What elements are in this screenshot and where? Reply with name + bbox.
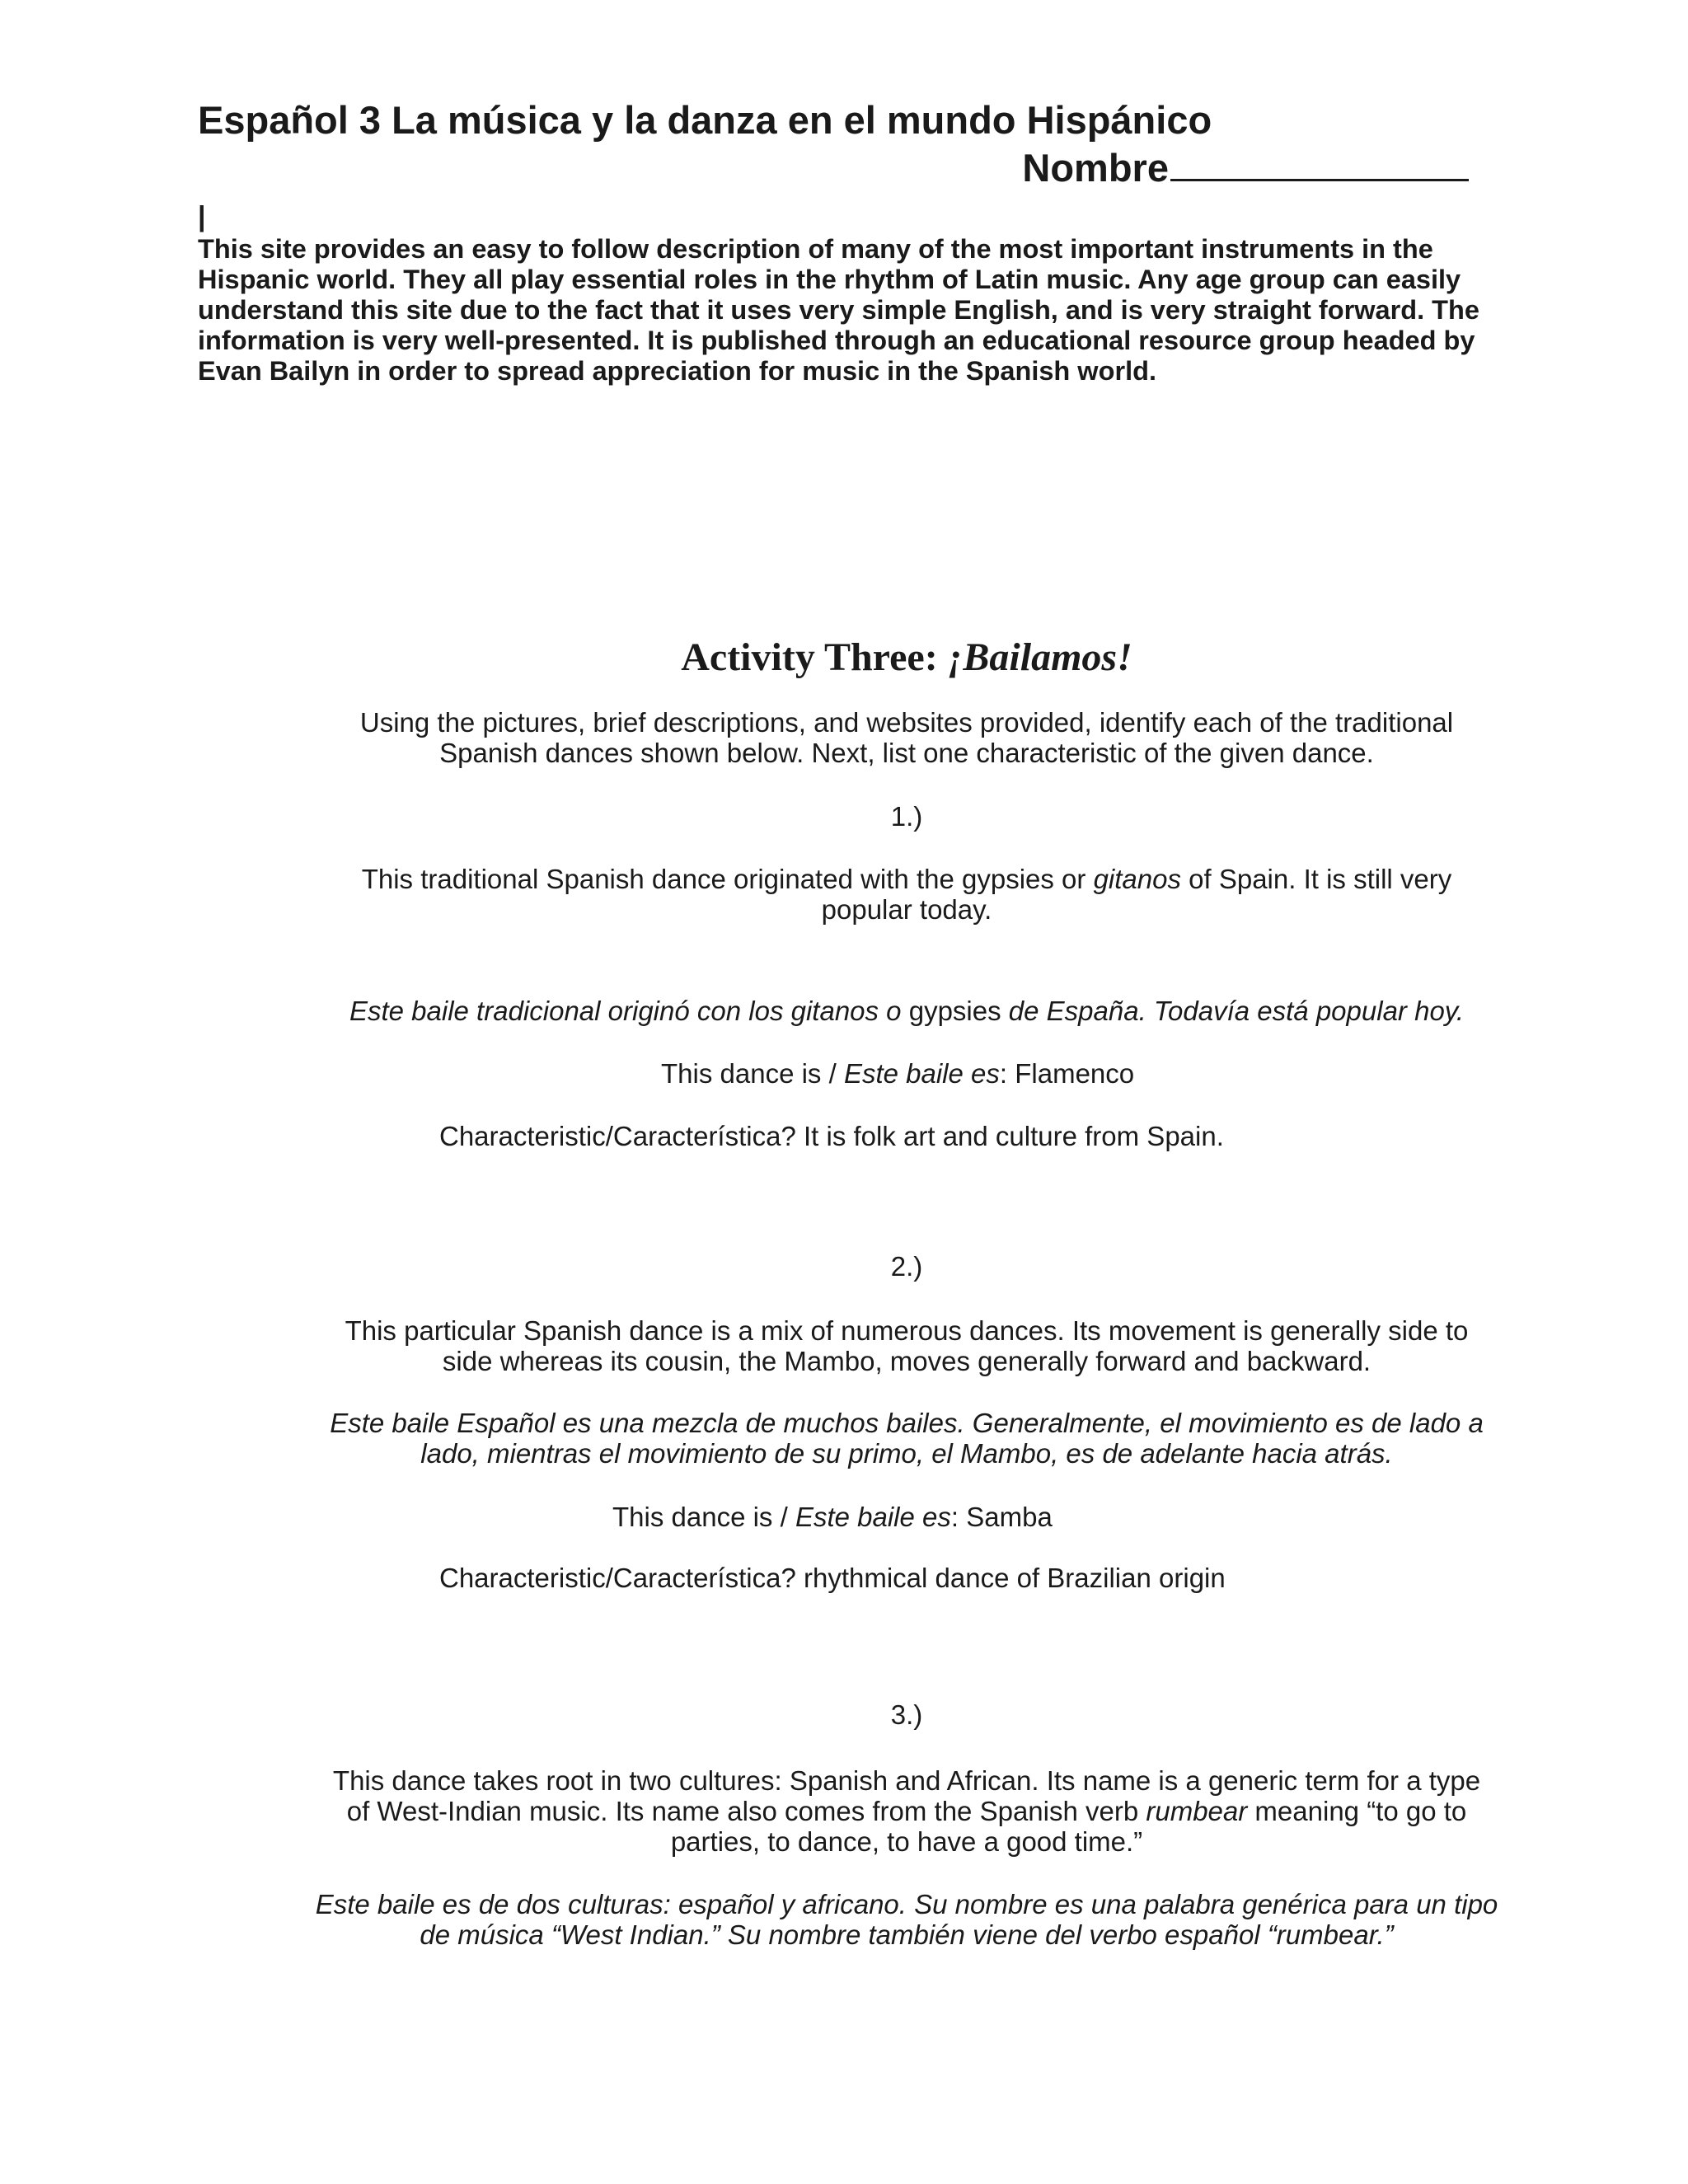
item-1-colon: :: [999, 1058, 1015, 1089]
item-2-answer: Samba: [966, 1502, 1053, 1532]
item-1-dance-is-es-label: Este baile es: [843, 1058, 1000, 1089]
item-3-number: 3.): [890, 1699, 923, 1730]
name-field-line: [1022, 145, 1469, 190]
document-title: Español 3 La música y la danza en el mundo Hispánico: [198, 98, 1212, 142]
activity-title-italic: ¡Bailamos!: [947, 635, 1132, 679]
item-2-number: 2.): [890, 1251, 923, 1282]
item-3-english-italic: rumbear: [1146, 1796, 1248, 1826]
activity-title-plain: Activity Three:: [681, 635, 948, 679]
item-1-answer-line: [661, 1058, 1134, 1089]
item-1-english-part-b: of Spain. It is still very popular today.: [821, 864, 1452, 925]
item-1-english-italic: gitanos: [1093, 864, 1181, 894]
intro-paragraph: This site provides an easy to follow description of many of the most important instruments in the Hispanic world. They all play essential roles in the rhythm of Latin music. Any age group can easily understand this site due to the fact that it uses very simple English, and is very straight forward. The information is very well-presented. It is published through an educational resource group headed by Evan Bailyn in order to spread appreciation for music in the Spanish world.: [198, 234, 1479, 386]
item-3-english-description: [321, 1765, 1492, 1857]
item-2-english-description: This particular Spanish dance is a mix of numerous dances. Its movement is generally side to side whereas its cousin, the Mambo, moves generally forward and backward.: [345, 1315, 1469, 1376]
item-2-characteristic: rhythmical dance of Brazilian origin: [803, 1563, 1226, 1593]
activity-instructions: Using the pictures, brief descriptions, and websites provided, identify each of the traditional Spanish dances shown below. Next, list one characteristic of the given dance.: [359, 707, 1454, 768]
item-1-spanish-part-b: de España. Todavía está popular hoy.: [1001, 996, 1465, 1026]
item-1-spanish-plain: gypsies: [908, 996, 1001, 1026]
item-1-spanish-description: [313, 996, 1500, 1026]
name-blank-line[interactable]: [1170, 149, 1469, 181]
item-1-characteristic: It is folk art and culture from Spain.: [803, 1121, 1224, 1151]
text-cursor-mark: |: [198, 201, 206, 232]
item-1-characteristic-line: [439, 1121, 1224, 1151]
name-label: Nombre: [1022, 146, 1169, 190]
item-1-dance-is-label: This dance is /: [661, 1058, 844, 1089]
item-2-answer-line: [612, 1502, 1053, 1532]
item-2-dance-is-label: This dance is /: [612, 1502, 795, 1532]
item-2-spanish-description: Este baile Español es una mezcla de muchos bailes. Generalmente, el movimiento es de lado a lado, mientras el movimiento de su primo, el Mambo, es de adelante hacia atrás.: [330, 1408, 1484, 1469]
item-1-number: 1.): [890, 801, 923, 832]
item-1-spanish-part-a: Este baile tradicional originó con los gitanos o: [349, 996, 909, 1026]
activity-title: [0, 635, 1688, 680]
item-1-english-part-a: This traditional Spanish dance originated with the gypsies or: [361, 864, 1094, 894]
item-2-colon: :: [950, 1502, 967, 1532]
item-1-characteristic-label: Characteristic/Característica?: [439, 1121, 804, 1151]
item-3-english-part-b: meaning “to go to parties, to dance, to have a good time.”: [670, 1796, 1467, 1857]
item-2-dance-is-es-label: Este baile es: [795, 1502, 951, 1532]
item-2-characteristic-label: Characteristic/Característica?: [439, 1563, 804, 1593]
item-1-answer: Flamenco: [1015, 1058, 1135, 1089]
item-2-characteristic-line: [439, 1563, 1226, 1593]
item-3-english-part-a: This dance takes root in two cultures: Spanish and African. Its name is a generic term for a type of West-Indian music. Its name also comes from the Spanish verb: [332, 1765, 1481, 1826]
item-1-english-description: [321, 864, 1492, 925]
item-3-spanish-description: Este baile es de dos culturas: español y africano. Su nombre es una palabra genérica para un tipo de música “West Indian.” Su nombre también viene del verbo español “rumbear.”: [315, 1889, 1498, 1950]
